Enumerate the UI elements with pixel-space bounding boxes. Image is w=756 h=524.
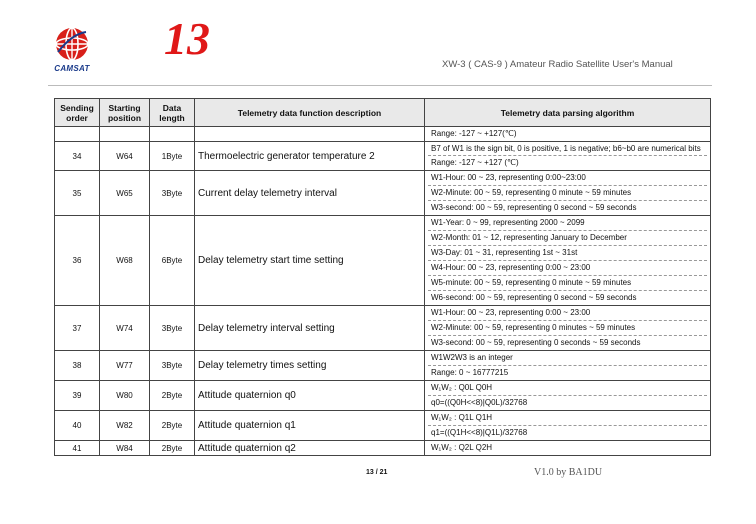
sending-order: 36 — [55, 216, 100, 306]
algorithm-line: q1=((Q1H<<8)|Q1L)/32768 — [428, 425, 707, 440]
logo-text: CAMSAT — [54, 64, 90, 73]
page-number: 13 — [164, 13, 210, 64]
algorithm-line: W1W2W3 is an integer — [431, 353, 513, 362]
function-description: Attitude quaternion q1 — [195, 411, 425, 441]
data-length: 3Byte — [150, 306, 195, 351]
table-row — [55, 216, 711, 306]
algorithm-line: B7 of W1 is the sign bit, 0 is positive, 1 is negative; b6~b0 are numerical bits — [431, 144, 701, 153]
algorithm-line: W3-second: 00 ~ 59, representing 0 second ~ 59 seconds — [428, 200, 707, 215]
column-header: Telemetry data function description — [195, 99, 425, 127]
algorithm-line: W₁W₂ : Q0L Q0H — [431, 383, 493, 392]
function-description: Delay telemetry interval setting — [195, 306, 425, 351]
table-row — [55, 306, 711, 351]
table-row — [55, 171, 711, 216]
algorithm-line: W₁W₂ : Q2L Q2H — [431, 443, 493, 452]
table-header-row — [55, 99, 711, 127]
algorithm-line: W3-Day: 01 ~ 31, representing 1st ~ 31st — [428, 245, 707, 260]
starting-position: W74 — [100, 306, 150, 351]
data-length: 2Byte — [150, 381, 195, 411]
data-length: 6Byte — [150, 216, 195, 306]
function-description: Thermoelectric generator temperature 2 — [195, 142, 425, 171]
starting-position: W82 — [100, 411, 150, 441]
column-header: Data length — [150, 99, 195, 127]
algorithm-line: W2-Minute: 00 ~ 59, representing 0 minutes ~ 59 minutes — [428, 320, 707, 335]
sending-order: 39 — [55, 381, 100, 411]
starting-position: W80 — [100, 381, 150, 411]
algorithm-line: Range: -127 ~ +127(℃) — [431, 129, 517, 138]
starting-position: W64 — [100, 142, 150, 171]
sending-order: 35 — [55, 171, 100, 216]
function-description: Attitude quaternion q2 — [195, 441, 425, 456]
algorithm-line: q0=((Q0H<<8)|Q0L)/32768 — [428, 395, 707, 410]
table-row — [55, 381, 711, 411]
starting-position: W84 — [100, 441, 150, 456]
starting-position: W68 — [100, 216, 150, 306]
data-length: 2Byte — [150, 411, 195, 441]
sending-order: 34 — [55, 142, 100, 171]
algorithm-line: W5-minute: 00 ~ 59, representing 0 minute ~ 59 minutes — [428, 275, 707, 290]
function-description: Attitude quaternion q0 — [195, 381, 425, 411]
globe-icon — [54, 26, 90, 62]
starting-position: W77 — [100, 351, 150, 381]
table-row — [55, 441, 711, 456]
function-description: Current delay telemetry interval — [195, 171, 425, 216]
sending-order: 38 — [55, 351, 100, 381]
column-header: Telemetry data parsing algorithm — [425, 99, 711, 127]
data-length: 3Byte — [150, 351, 195, 381]
column-header: Starting position — [100, 99, 150, 127]
header-divider — [48, 85, 712, 86]
algorithm-line: W₁W₂ : Q1L Q1H — [431, 413, 493, 422]
algorithm-line: W2-Month: 01 ~ 12, representing January to December — [428, 230, 707, 245]
table-row — [55, 351, 711, 381]
table-row — [55, 142, 711, 171]
function-description: Delay telemetry times setting — [195, 351, 425, 381]
camsat-logo — [50, 26, 94, 73]
column-header: Sending order — [55, 99, 100, 127]
algorithm-line: W6-second: 00 ~ 59, representing 0 second ~ 59 seconds — [428, 290, 707, 305]
sending-order: 41 — [55, 441, 100, 456]
sending-order: 37 — [55, 306, 100, 351]
algorithm-line: W1-Hour: 00 ~ 23, representing 0:00 ~ 23:00 — [431, 308, 591, 317]
data-length: 2Byte — [150, 441, 195, 456]
starting-position: W65 — [100, 171, 150, 216]
data-length: 1Byte — [150, 142, 195, 171]
table-row-carryover — [55, 127, 711, 142]
algorithm-line: Range: 0 ~ 16777215 — [428, 365, 707, 380]
telemetry-table — [54, 98, 711, 456]
document-title: XW-3 ( CAS-9 ) Amateur Radio Satellite User's Manual — [442, 59, 673, 70]
algorithm-line: W1-Hour: 00 ~ 23, representing 0:00~23:00 — [431, 173, 586, 182]
data-length: 3Byte — [150, 171, 195, 216]
algorithm-line: W3-second: 00 ~ 59, representing 0 seconds ~ 59 seconds — [428, 335, 707, 350]
algorithm-line: Range: -127 ~ +127 (℃) — [428, 155, 707, 170]
version-label: V1.0 by BA1DU — [534, 467, 603, 478]
sending-order: 40 — [55, 411, 100, 441]
page-footer-number: 13 / 21 — [366, 469, 388, 476]
algorithm-line: W4-Hour: 00 ~ 23, representing 0:00 ~ 23:00 — [428, 260, 707, 275]
table-row — [55, 411, 711, 441]
algorithm-line: W1-Year: 0 ~ 99, representing 2000 ~ 2099 — [431, 218, 585, 227]
algorithm-line: W2-Minute: 00 ~ 59, representing 0 minute ~ 59 minutes — [428, 185, 707, 200]
function-description: Delay telemetry start time setting — [195, 216, 425, 306]
